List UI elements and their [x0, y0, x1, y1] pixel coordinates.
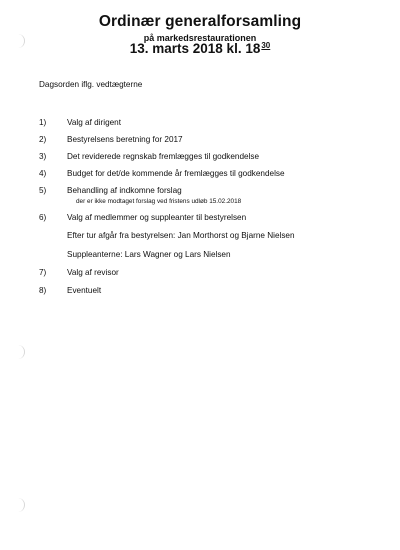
agenda-item-number: 5) — [39, 186, 47, 195]
agenda-item-text: Budget for det/de kommende år fremlægges til godkendelse — [67, 169, 285, 178]
agenda-item-number: 3) — [39, 152, 47, 161]
agenda-item-number: 2) — [39, 135, 47, 144]
agenda-item-number: 7) — [39, 268, 47, 277]
agenda-item-text: Valg af revisor — [67, 268, 119, 277]
venue-subtitle: på markedsrestaurationen — [143, 33, 257, 43]
punch-hole-mark — [14, 498, 25, 512]
agenda-item-text: Behandling af indkomne forslag — [67, 186, 182, 195]
agenda-intro: Dagsorden iflg. vedtægterne — [39, 80, 143, 89]
agenda-item-subline: Efter tur afgår fra bestyrelsen: Jan Morthorst og Bjarne Nielsen — [67, 231, 295, 240]
agenda-item-text: Valg af dirigent — [67, 118, 122, 127]
agenda-item-text: Valg af medlemmer og suppleanter til bestyrelsen — [67, 213, 247, 222]
agenda-item-number: 1) — [39, 118, 47, 127]
agenda-item-number: 6) — [39, 213, 47, 222]
agenda-item-text: Bestyrelsens beretning for 2017 — [67, 135, 183, 144]
meeting-date — [0, 41, 400, 56]
agenda-item-number: 8) — [39, 286, 47, 295]
agenda-item-number: 4) — [39, 169, 47, 178]
agenda-item-text: Eventuelt — [67, 286, 102, 295]
punch-hole-mark — [14, 345, 25, 359]
meeting-time-superscript: 30 — [261, 41, 271, 50]
agenda-item-text: Det reviderede regnskab fremlægges til godkendelse — [67, 152, 260, 161]
document-title: Ordinær generalforsamling — [98, 13, 302, 30]
agenda-item-subline: Suppleanterne: Lars Wagner og Lars Nielsen — [67, 250, 231, 259]
meeting-date-text: 13. marts 2018 kl. 18 — [129, 41, 261, 56]
agenda-item-note: der er ikke modtaget forslag ved fristens udløb 15.02.2018 — [76, 198, 242, 205]
